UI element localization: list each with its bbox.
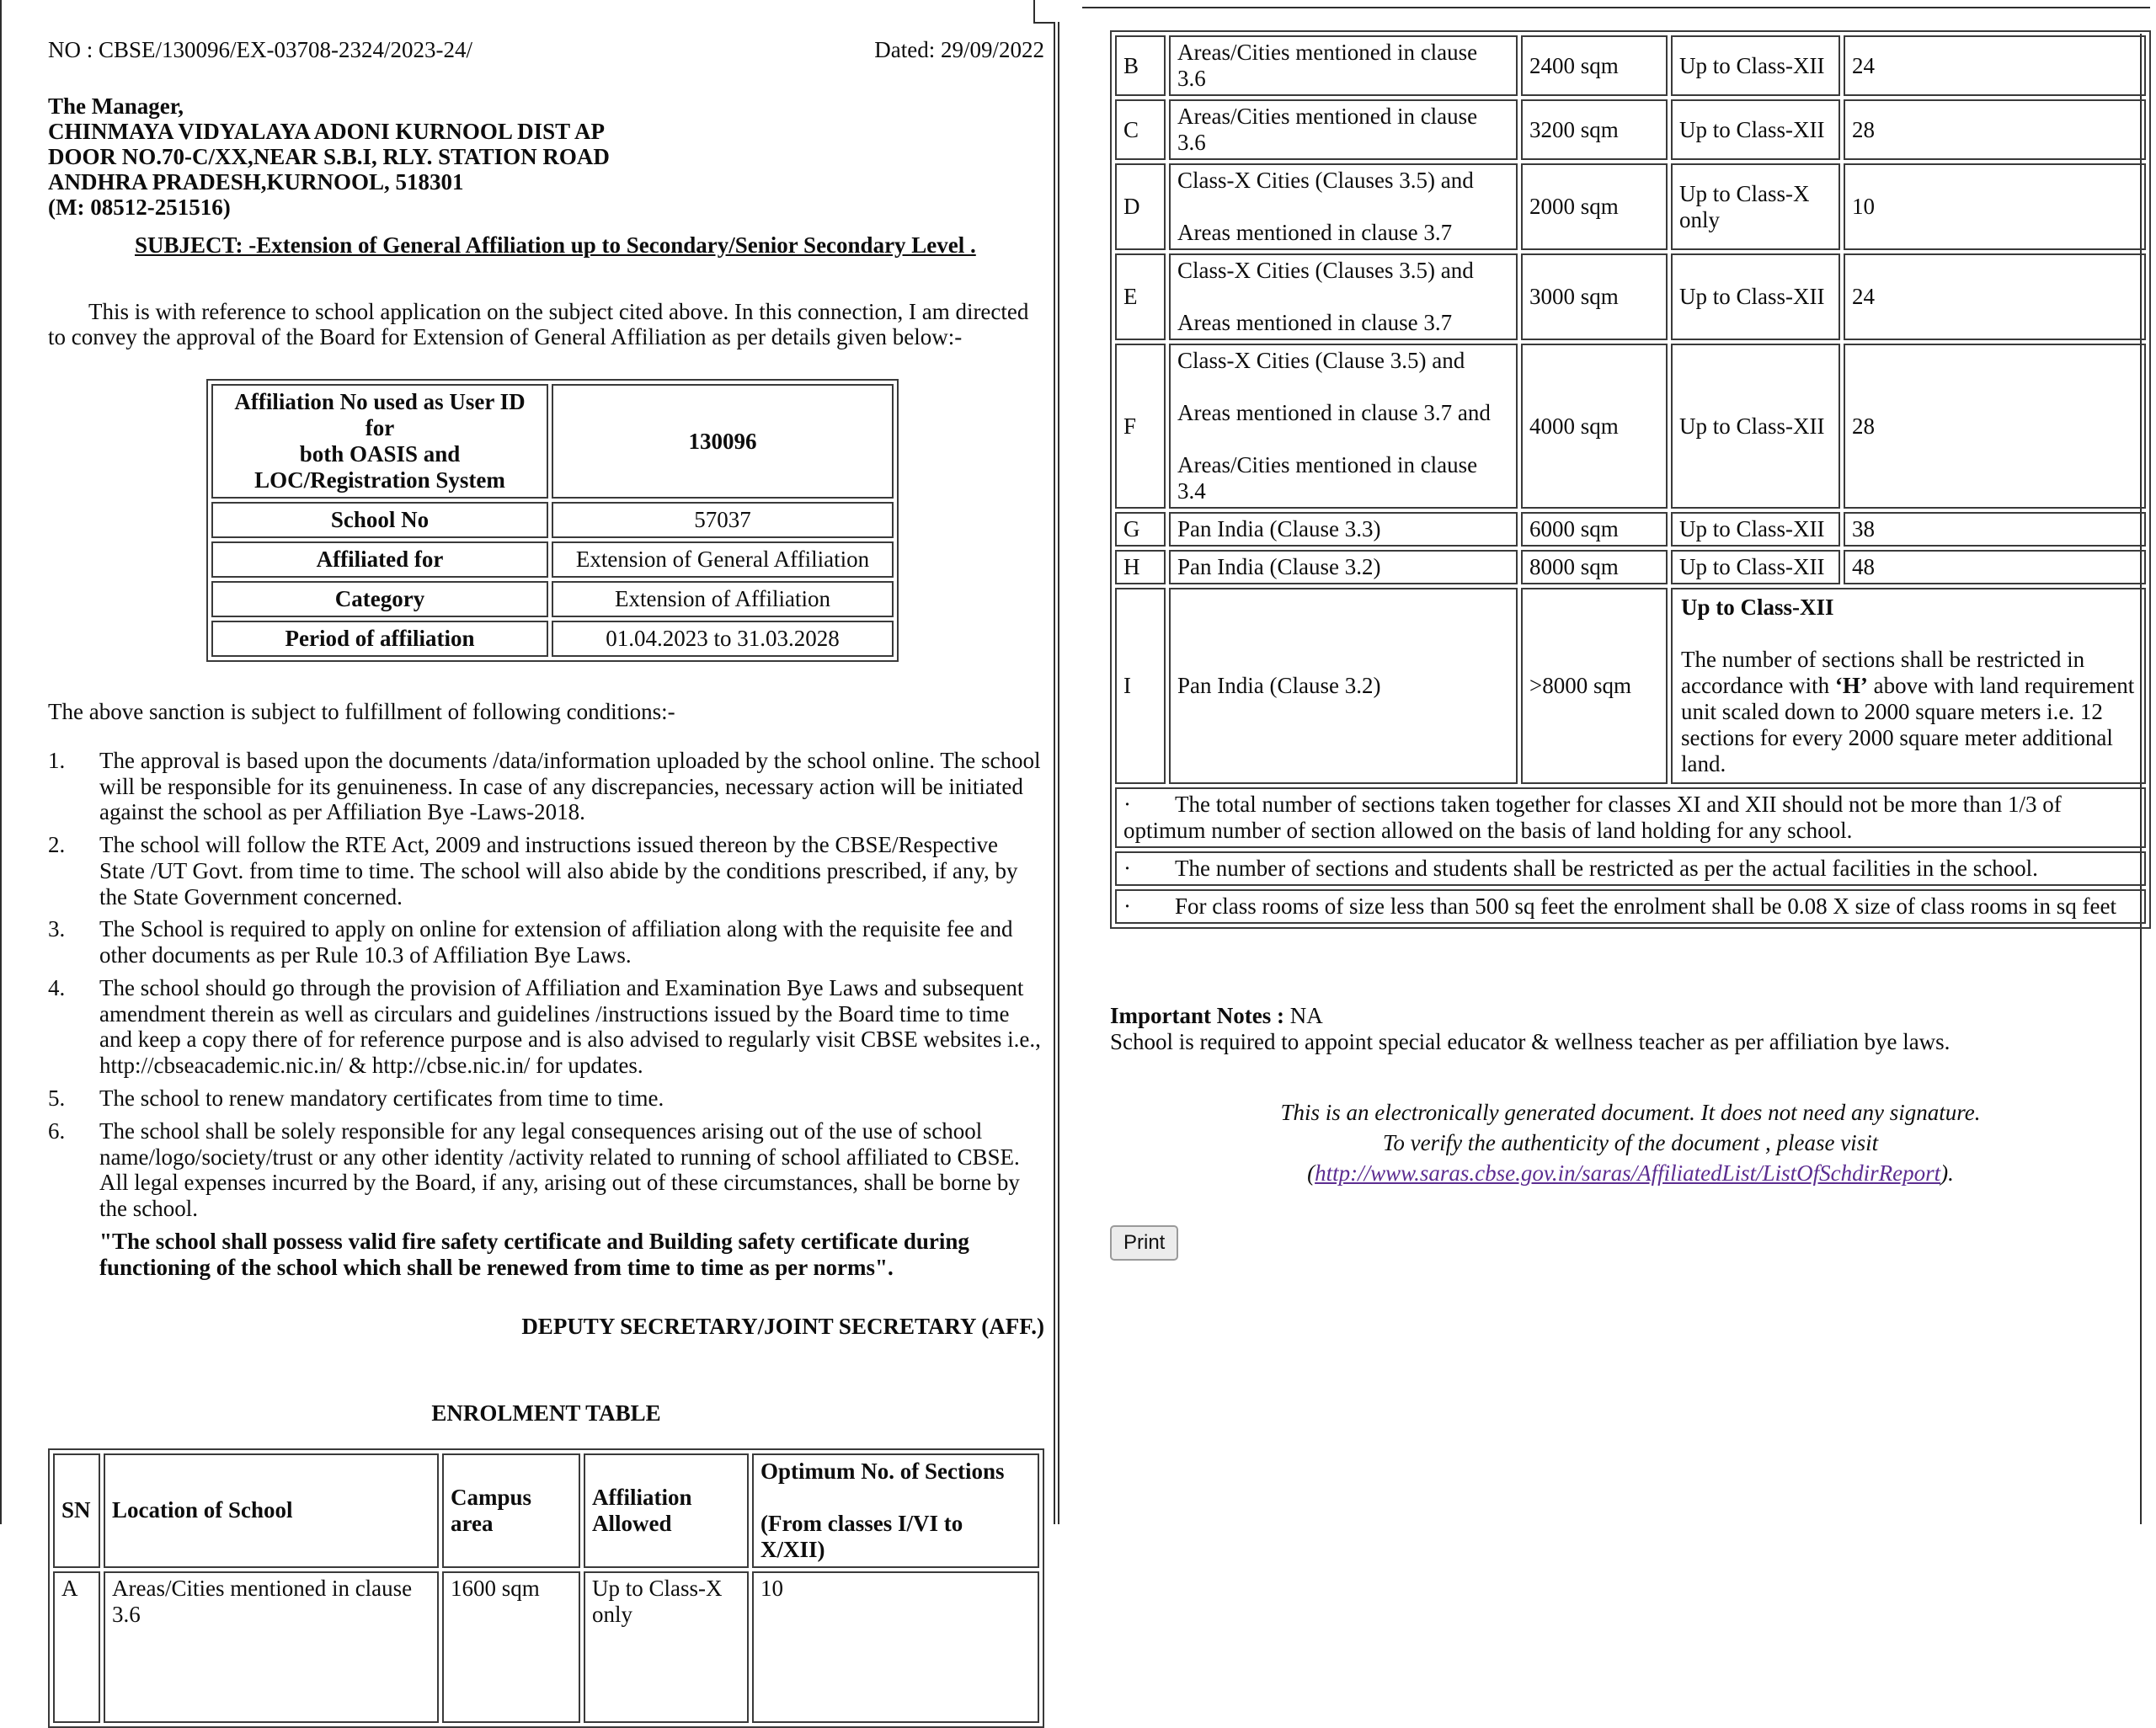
affiliated-for-label-cell: Affiliated for	[211, 541, 548, 578]
header-affiliation: Affiliation Allowed	[584, 1453, 749, 1568]
dated-label: Dated: 29/09/2022	[874, 37, 1044, 62]
affiliation-no-value-cell: 130096	[552, 384, 894, 499]
affiliation-details-table	[206, 379, 899, 662]
header-location: Location of School	[104, 1453, 439, 1568]
condition-item: 5. The school to renew mandatory certificates from time to time.	[48, 1085, 664, 1112]
condition-item: 4. The school should go through the provision of Affiliation and Examination Bye Laws and subsequent amendment therein as well as circulars and guidelines /instructions issued by the Board time to time and keep a copy there of for reference purpose and is also advised to regularly visit CBSE websites i.e., http://cbseacademic.nic.in/ & http://cbse.nic.in/ for updates.	[48, 974, 1041, 1079]
cell-affiliation: Up to Class-XII	[1671, 253, 1840, 340]
condition-item: 1. The approval is based upon the documents /data/information uploaded by the school online. The school will be responsible for its genuineness. In case of any discrepancies, necessary action will be initiated against the school as per Affiliation Bye -Laws-2018.	[48, 747, 1041, 825]
table-row	[211, 581, 894, 617]
cell-location: Pan India (Clause 3.2)	[1169, 588, 1518, 784]
important-notes-block	[1110, 1003, 2151, 1055]
cell-location: Class-X Cities (Clauses 3.5) and Areas mentioned in clause 3.7	[1169, 253, 1518, 340]
address-line: CHINMAYA VIDYALAYA ADONI KURNOOL DIST AP	[48, 118, 605, 144]
important-notes-value: NA	[1289, 1003, 1323, 1028]
enrolment-table-page2	[1110, 30, 2151, 929]
table-row	[211, 384, 894, 499]
cell-location: Areas/Cities mentioned in clause 3.6	[1169, 35, 1518, 96]
cell-sn: H	[1115, 550, 1166, 584]
period-value-cell: 01.04.2023 to 31.03.2028	[552, 621, 894, 657]
address-line: DOOR NO.70-C/XX,NEAR S.B.I, RLY. STATION ROAD	[48, 143, 610, 169]
cell-optimum: 10	[752, 1571, 1039, 1723]
table-row-I	[1115, 588, 2146, 784]
important-notes-line2: School is required to appoint special educator & wellness teacher as per affiliation bye laws.	[1110, 1028, 1951, 1054]
footer-disclaimer	[1110, 1097, 2151, 1188]
print-button[interactable]: Print	[1110, 1225, 1178, 1261]
table-row-H	[1115, 550, 2146, 584]
cell-affiliation: Up to Class-XII	[1671, 550, 1840, 584]
cell-campus: 6000 sqm	[1521, 512, 1668, 547]
cell-sn: C	[1115, 99, 1166, 160]
table-row-E	[1115, 253, 2146, 340]
cell-affiliation: Up to Class-XII	[1671, 512, 1840, 547]
verification-link[interactable]: http://www.saras.cbse.gov.in/saras/AffiliatedList/ListOfSchdirReport	[1315, 1160, 1941, 1186]
affiliation-no-label-cell: Affiliation No used as User ID for both OASIS and LOC/Registration System	[211, 384, 548, 499]
cell-sn: A	[53, 1571, 100, 1723]
cell-campus: 1600 sqm	[442, 1571, 580, 1723]
address-line: (M: 08512-251516)	[48, 194, 231, 220]
intro-paragraph: This is with reference to school application on the subject cited above. In this connection, I am directed to convey the approval of the Board for Extension of General Affiliation as per details given below:-	[48, 298, 1029, 350]
cell-campus: >8000 sqm	[1521, 588, 1668, 784]
school-no-label-cell: School No	[211, 502, 548, 538]
reference-line	[48, 37, 1044, 63]
cell-location: Class-X Cities (Clauses 3.5) and Areas mentioned in clause 3.7	[1169, 163, 1518, 250]
cell-optimum: 38	[1844, 512, 2146, 547]
header-sn: SN	[53, 1453, 100, 1568]
subject-line: SUBJECT: -Extension of General Affiliation up to Secondary/Senior Secondary Level .	[135, 232, 976, 258]
cell-location: Pan India (Clause 3.3)	[1169, 512, 1518, 547]
signature-line: DEPUTY SECRETARY/JOINT SECRETARY (AFF.)	[521, 1314, 1044, 1340]
cell-location: Class-X Cities (Clause 3.5) and Areas mentioned in clause 3.7 and Areas/Cities mentioned in clause 3.4	[1169, 344, 1518, 509]
fire-safety-note: "The school shall possess valid fire safety certificate and Building safety certificate during functioning of the school which shall be renewed from time to time as per norms".	[99, 1228, 969, 1280]
header-campus: Campus area	[442, 1453, 580, 1568]
cell-optimum: 24	[1844, 253, 2146, 340]
important-notes-label: Important Notes :	[1110, 1003, 1284, 1028]
address-line: ANDHRA PRADESH,KURNOOL, 518301	[48, 168, 464, 195]
cell-campus: 3000 sqm	[1521, 253, 1668, 340]
cell-campus: 3200 sqm	[1521, 99, 1668, 160]
cell-campus: 4000 sqm	[1521, 344, 1668, 509]
condition-item: 3. The School is required to apply on online for extension of affiliation along with the requisite fee and other documents as per Rule 10.3 of Affiliation Bye Laws.	[48, 916, 1013, 968]
cell-campus: 2000 sqm	[1521, 163, 1668, 250]
cell-sn: E	[1115, 253, 1166, 340]
note-cell: · The number of sections and students shall be restricted as per the actual facilities in the school.	[1115, 851, 2146, 886]
cell-location: Areas/Cities mentioned in clause 3.6	[104, 1571, 439, 1723]
table-note-row	[1115, 851, 2146, 886]
cell-optimum: 10	[1844, 163, 2146, 250]
cell-affiliation: Up to Class-XII	[1671, 344, 1840, 509]
affiliated-for-value-cell: Extension of General Affiliation	[552, 541, 894, 578]
cell-optimum: 28	[1844, 344, 2146, 509]
page-2	[1084, 0, 2156, 1524]
table-row-A	[53, 1571, 1039, 1723]
category-value-cell: Extension of Affiliation	[552, 581, 894, 617]
reference-number: NO : CBSE/130096/EX-03708-2324/2023-24/	[48, 37, 472, 62]
cell-optimum: 28	[1844, 99, 2146, 160]
cell-sn: I	[1115, 588, 1166, 784]
cell-campus: 8000 sqm	[1521, 550, 1668, 584]
cell-affiliation: Up to Class-X only	[584, 1571, 749, 1723]
disclaimer-link-line: (http://www.saras.cbse.gov.in/saras/AffiliatedList/ListOfSchdirReport).	[1307, 1160, 1954, 1186]
cell-sn: D	[1115, 163, 1166, 250]
table-header-row	[53, 1453, 1039, 1568]
table-row-G	[1115, 512, 2146, 547]
note-cell: · For class rooms of size less than 500 sq feet the enrolment shall be 0.08 X size of class rooms in sq feet	[1115, 889, 2146, 924]
table-row	[211, 621, 894, 657]
table-row	[211, 502, 894, 538]
cell-sn: B	[1115, 35, 1166, 96]
cell-optimum: 24	[1844, 35, 2146, 96]
period-label-cell: Period of affiliation	[211, 621, 548, 657]
header-optimum: Optimum No. of Sections (From classes I/VI to X/XII)	[752, 1453, 1039, 1568]
school-no-value-cell: 57037	[552, 502, 894, 538]
condition-item: 2. The school will follow the RTE Act, 2009 and instructions issued thereon by the CBSE/Respective State /UT Govt. from time to time. The school will also abide by the conditions prescribed, if any, by the State Government concerned.	[48, 832, 1018, 909]
table-row-D	[1115, 163, 2146, 250]
cell-sn: G	[1115, 512, 1166, 547]
cell-location: Pan India (Clause 3.2)	[1169, 550, 1518, 584]
cell-affiliation: Up to Class-XII	[1671, 99, 1840, 160]
address-line: The Manager,	[48, 93, 184, 119]
note-cell: · The total number of sections taken together for classes XI and XII should not be more than 1/3 of optimum number of section allowed on the basis of land holding for any school.	[1115, 787, 2146, 848]
sanction-line: The above sanction is subject to fulfillment of following conditions:-	[48, 699, 675, 725]
enrolment-table-page1	[48, 1448, 1044, 1728]
enrolment-table-title: ENROLMENT TABLE	[431, 1400, 661, 1427]
disclaimer-line2: To verify the authenticity of the document , please visit	[1382, 1129, 1879, 1155]
cell-sn: F	[1115, 344, 1166, 509]
cell-optimum: 48	[1844, 550, 2146, 584]
condition-item: 6. The school shall be solely responsible for any legal consequences arising out of the use of school name/logo/society/trust or any other identity /activity related to running of school affiliated to CBSE. All legal expenses incurred by the Board, if any, arising out of these circumstances, shall be borne by the school.	[48, 1117, 1020, 1222]
table-row-C	[1115, 99, 2146, 160]
cell-affiliation-optimum-merged: Up to Class-XII The number of sections shall be restricted in accordance with ‘H’ above with land requirement unit scaled down to 2000 square meters i.e. 12 sections for every 2000 square meter additional land.	[1671, 588, 2146, 784]
table-row-F	[1115, 344, 2146, 509]
cell-affiliation: Up to Class-XII	[1671, 35, 1840, 96]
table-note-row	[1115, 787, 2146, 848]
cell-location: Areas/Cities mentioned in clause 3.6	[1169, 99, 1518, 160]
page-1	[0, 0, 1059, 1627]
address-block	[48, 93, 1044, 220]
table-row-B	[1115, 35, 2146, 96]
disclaimer-line1: This is an electronically generated document. It does not need any signature.	[1280, 1099, 1981, 1125]
conditions-list	[48, 748, 1044, 1222]
table-row	[211, 541, 894, 578]
cell-campus: 2400 sqm	[1521, 35, 1668, 96]
table-note-row	[1115, 889, 2146, 924]
cell-affiliation: Up to Class-X only	[1671, 163, 1840, 250]
category-label-cell: Category	[211, 581, 548, 617]
